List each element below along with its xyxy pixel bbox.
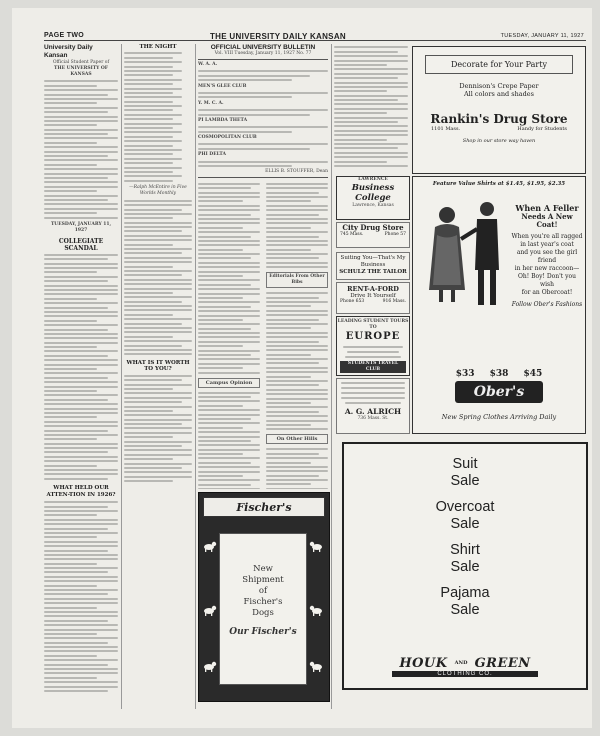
rankin-name: Rankin's Drug Store <box>430 112 568 126</box>
bulletin-title: OFFICIAL UNIVERSITY BULLETIN <box>210 44 316 51</box>
editorial-heading: COLLEGIATE SCANDAL <box>58 237 104 252</box>
rankin-headline: Decorate for Your Party <box>425 55 573 74</box>
obers-text: in her new raccoon— <box>514 265 580 272</box>
obers-prices <box>413 361 585 380</box>
fischer-line: of <box>258 586 268 596</box>
obers-text: in last year's coat <box>520 241 574 248</box>
bc-city: Lawrence, Kansas <box>352 203 394 208</box>
bc-name: Business College <box>351 183 395 203</box>
obers-clothing-ad <box>412 176 586 434</box>
rankin-address: 1101 Mass. <box>431 126 461 132</box>
alrich-name: A. G. ALRICH <box>344 407 402 416</box>
sale-item: Pajama <box>440 585 490 601</box>
obers-text: When A Feller <box>515 203 579 213</box>
obers-text: for an Obercoat! <box>521 289 573 296</box>
bulletin-item: PHI DELTA <box>198 152 227 158</box>
paper-name: THE UNIVERSITY DAILY KANSAN <box>210 32 346 41</box>
europe-name: STUDENTS TRAVEL CLUB <box>340 361 406 373</box>
schulz-ad <box>336 252 410 280</box>
city-drug-addr: 745 Mass. <box>340 232 364 237</box>
houk-green-sale-ad <box>342 442 588 690</box>
campus-opinion-heading: Campus Opinion <box>205 379 253 386</box>
column-bulletin <box>198 44 328 489</box>
sale-item: Sale <box>450 602 480 618</box>
obers-price: $45 <box>523 369 543 379</box>
bulletin-item: Y. M. C. A. <box>198 100 224 106</box>
obers-text: and you see the girl friend <box>516 249 578 264</box>
europe-tour-ad <box>336 316 410 376</box>
city-drug-phone: Phone 57 <box>384 232 406 237</box>
houk-name: HOUK <box>399 656 448 671</box>
obers-price: $38 <box>489 369 509 379</box>
column-rule <box>331 44 332 709</box>
rent-a-ford-ad <box>336 282 410 314</box>
city-drug-ad <box>336 222 410 248</box>
sale-item: Overcoat <box>435 499 495 515</box>
page-label: PAGE TWO <box>44 32 84 39</box>
sale-item: Sale <box>450 559 480 575</box>
fischer-script: Our Fischer's <box>229 627 297 637</box>
raf-addr: 916 Mass. <box>382 299 406 304</box>
rankin-line: All colors and shades <box>463 90 534 98</box>
bulletin-vol: Vol. VIII Tuesday, January 11, 1927 No. 77 <box>214 51 312 56</box>
flag-org: THE UNIVERSITY OF KANSAS <box>54 66 108 77</box>
fischer-line: Shipment <box>242 575 284 585</box>
editorial-heading: WHAT IS IT WORTH TO YOU? <box>126 360 190 373</box>
column-poem <box>124 44 192 484</box>
sale-item: Shirt <box>450 542 480 558</box>
houk-sub: CLOTHING CO. <box>392 671 538 677</box>
obers-copy <box>511 203 583 309</box>
dog-silhouettes-illustration <box>199 533 329 693</box>
column-rule <box>121 44 122 709</box>
bulletin-item: MEN'S GLEE CLUB <box>198 83 247 89</box>
flag-title: University Daily Kansan <box>44 44 93 59</box>
sale-item: Sale <box>450 473 480 489</box>
poem-title: THE NIGHT <box>139 44 177 50</box>
fischer-ad <box>198 492 330 702</box>
alrich-addr: 736 Mass. St. <box>357 416 389 421</box>
schulz-line: Suiting You—That's My Business <box>340 255 406 268</box>
flag-subtitle: Official Student Paper of <box>52 60 110 65</box>
obers-headline: Feature Value Shirts at $1.45, $1.95, $2.35 <box>432 181 566 187</box>
bc-line: LAWRENCE <box>358 177 388 182</box>
obers-text: Follow Ober's Fashions <box>511 301 583 308</box>
newspaper-page <box>12 8 592 728</box>
alrich-ad <box>336 378 410 434</box>
schulz-name: SCHULZ THE TAILOR <box>339 269 407 275</box>
obers-brand: Ober's <box>473 384 525 400</box>
sale-item: Suit <box>452 456 478 472</box>
fischer-line: Fischer's <box>243 597 283 607</box>
couple-illustration <box>417 195 512 315</box>
raf-phone: Phone 653 <box>340 299 365 304</box>
column-editorial <box>44 44 118 709</box>
europe-title: EUROPE <box>345 331 401 342</box>
bulletin-signature: ELLIS B. STOUFFER, Dean <box>265 169 328 175</box>
editorial-date: TUESDAY, JANUARY 11, 1927 <box>50 221 112 233</box>
europe-line: LEADING STUDENT TOURS TO <box>337 319 409 330</box>
obers-text: When you're all ragged <box>511 233 583 240</box>
raf-line: Drive It Yourself <box>350 293 396 299</box>
column-rule <box>195 44 196 709</box>
business-college-ad <box>336 176 410 220</box>
houk-logo <box>378 652 552 677</box>
obers-text: Oh! Boy! Don't you wish <box>518 273 576 288</box>
other-hills-heading: On Other Hills <box>276 436 318 443</box>
rankin-phone: Handy for Students <box>517 126 567 132</box>
bulletin-item: COSMOPOLITAN CLUB <box>198 135 257 141</box>
bulletin-item: PI LAMBDA THETA <box>198 117 248 123</box>
column-right-text <box>334 44 408 169</box>
city-drug-name: City Drug Store <box>342 223 404 232</box>
fischer-line: New <box>253 564 273 574</box>
other-bibs-heading: Editorials From Other Bibs <box>269 274 325 286</box>
bulletin-item: W. A. A. <box>198 62 218 67</box>
fischer-line: Dogs <box>252 608 274 618</box>
masthead-date: TUESDAY, JANUARY 11, 1927 <box>500 33 584 39</box>
editorial-heading: WHAT HELD OUR ATTEN-TION IN 1926? <box>46 484 116 498</box>
obers-price: $33 <box>455 369 475 379</box>
masthead-rule <box>44 40 586 41</box>
sale-item: Sale <box>450 516 480 532</box>
obers-text: Needs A New Coat! <box>521 212 573 229</box>
houk-name: GREEN <box>474 656 531 671</box>
houk-and: AND <box>454 659 468 666</box>
rankin-tagline: Shop in our store way haven <box>462 138 536 144</box>
obers-logo-badge <box>455 381 543 403</box>
fischer-brand: Fischer's <box>236 500 292 514</box>
rankin-line: Dennison's Crepe Paper <box>459 82 539 90</box>
raf-title: RENT-A-FORD <box>347 285 399 293</box>
poem-credit: —Ralph McEntire in Five Worlds Monthly <box>129 184 187 196</box>
obers-footer: New Spring Clothes Arriving Daily <box>441 413 557 421</box>
rankin-drug-ad <box>412 46 586 174</box>
